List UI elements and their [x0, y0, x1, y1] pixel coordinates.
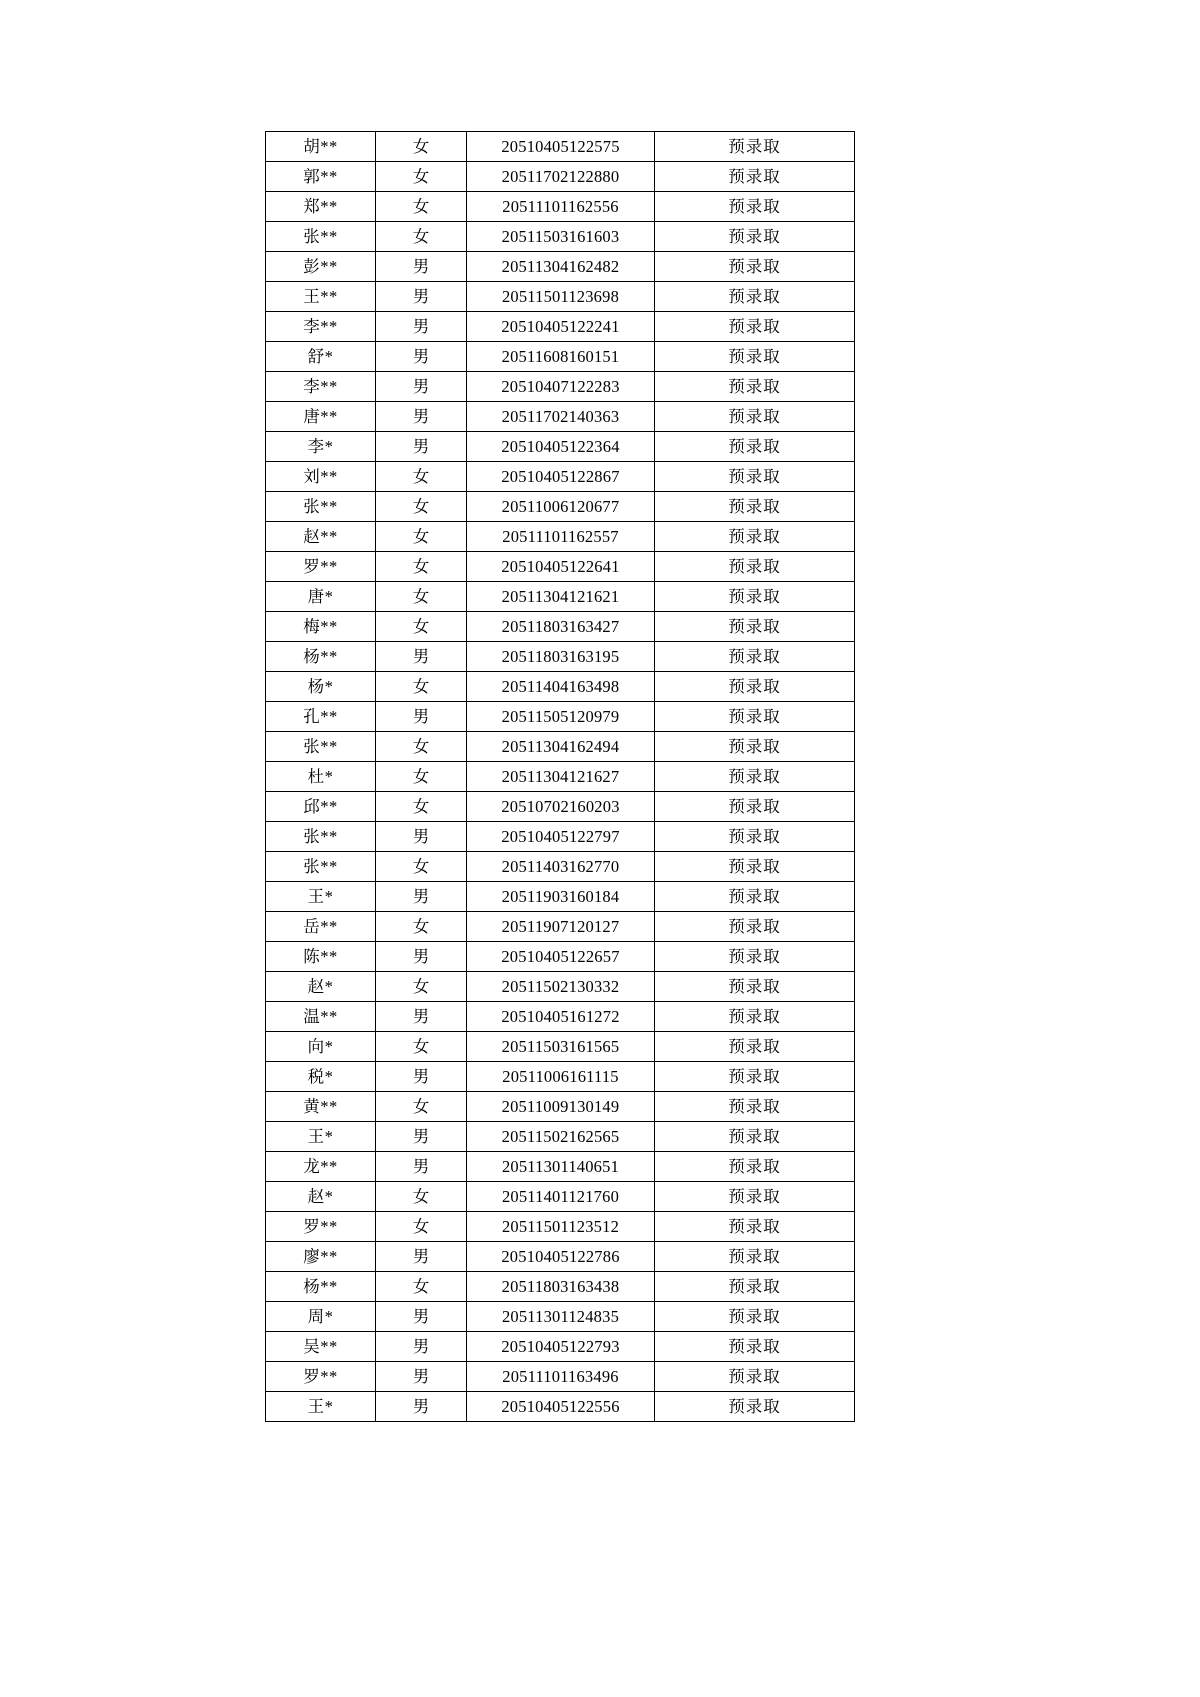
table-row: [266, 402, 855, 432]
table-row: [266, 132, 855, 162]
table-row: [266, 192, 855, 222]
table-row: [266, 432, 855, 462]
candidate-name: 唐*: [266, 582, 376, 612]
candidate-sex: 女: [376, 612, 467, 642]
candidate-name: 张**: [266, 822, 376, 852]
candidate-name: 胡**: [266, 132, 376, 162]
candidate-status: 预录取: [655, 972, 855, 1002]
table-row: [266, 1242, 855, 1272]
candidate-status: 预录取: [655, 192, 855, 222]
candidate-sex: 男: [376, 1242, 467, 1272]
candidate-id: 20510405122364: [467, 432, 655, 462]
candidate-id: 20511006120677: [467, 492, 655, 522]
candidate-status: 预录取: [655, 1032, 855, 1062]
candidate-id: 20511101162557: [467, 522, 655, 552]
candidate-id: 20511503161603: [467, 222, 655, 252]
candidate-status: 预录取: [655, 252, 855, 282]
candidate-sex: 男: [376, 1122, 467, 1152]
candidate-sex: 女: [376, 1032, 467, 1062]
candidate-id: 20510405122641: [467, 552, 655, 582]
candidate-id: 20511501123512: [467, 1212, 655, 1242]
candidate-sex: 男: [376, 1332, 467, 1362]
table-row: [266, 552, 855, 582]
candidate-status: 预录取: [655, 1212, 855, 1242]
table-row: [266, 882, 855, 912]
candidate-sex: 男: [376, 402, 467, 432]
candidate-name: 岳**: [266, 912, 376, 942]
candidate-sex: 女: [376, 162, 467, 192]
roster-table-body: [266, 132, 855, 1422]
candidate-id: 20511702122880: [467, 162, 655, 192]
table-row: [266, 1332, 855, 1362]
candidate-status: 预录取: [655, 852, 855, 882]
table-row: [266, 1122, 855, 1152]
candidate-sex: 男: [376, 1002, 467, 1032]
candidate-id: 20511403162770: [467, 852, 655, 882]
candidate-id: 20511304121627: [467, 762, 655, 792]
candidate-id: 20511009130149: [467, 1092, 655, 1122]
candidate-id: 20511803163195: [467, 642, 655, 672]
candidate-name: 李**: [266, 372, 376, 402]
candidate-name: 张**: [266, 492, 376, 522]
table-row: [266, 612, 855, 642]
candidate-name: 杨*: [266, 672, 376, 702]
candidate-id: 20510405122556: [467, 1392, 655, 1422]
candidate-sex: 女: [376, 492, 467, 522]
candidate-status: 预录取: [655, 882, 855, 912]
candidate-id: 20511006161115: [467, 1062, 655, 1092]
table-row: [266, 702, 855, 732]
candidate-status: 预录取: [655, 1302, 855, 1332]
candidate-id: 20511803163438: [467, 1272, 655, 1302]
candidate-sex: 男: [376, 252, 467, 282]
candidate-id: 20511608160151: [467, 342, 655, 372]
candidate-name: 赵**: [266, 522, 376, 552]
candidate-status: 预录取: [655, 642, 855, 672]
candidate-name: 罗**: [266, 1212, 376, 1242]
candidate-name: 杨**: [266, 1272, 376, 1302]
candidate-sex: 女: [376, 732, 467, 762]
table-row: [266, 1302, 855, 1332]
candidate-sex: 女: [376, 852, 467, 882]
candidate-status: 预录取: [655, 522, 855, 552]
candidate-id: 20511907120127: [467, 912, 655, 942]
candidate-name: 王*: [266, 1122, 376, 1152]
candidate-status: 预录取: [655, 702, 855, 732]
candidate-status: 预录取: [655, 672, 855, 702]
candidate-status: 预录取: [655, 762, 855, 792]
table-row: [266, 222, 855, 252]
table-row: [266, 372, 855, 402]
candidate-id: 20511502162565: [467, 1122, 655, 1152]
candidate-sex: 女: [376, 222, 467, 252]
candidate-id: 20510405122575: [467, 132, 655, 162]
candidate-sex: 男: [376, 942, 467, 972]
candidate-id: 20511304162482: [467, 252, 655, 282]
candidate-status: 预录取: [655, 1122, 855, 1152]
candidate-id: 20510407122283: [467, 372, 655, 402]
candidate-name: 温**: [266, 1002, 376, 1032]
candidate-status: 预录取: [655, 132, 855, 162]
candidate-id: 20510405122867: [467, 462, 655, 492]
candidate-sex: 女: [376, 1092, 467, 1122]
candidate-status: 预录取: [655, 492, 855, 522]
candidate-id: 20511501123698: [467, 282, 655, 312]
candidate-id: 20510405122793: [467, 1332, 655, 1362]
candidate-sex: 男: [376, 432, 467, 462]
candidate-status: 预录取: [655, 552, 855, 582]
candidate-name: 黄**: [266, 1092, 376, 1122]
candidate-name: 周*: [266, 1302, 376, 1332]
table-row: [266, 822, 855, 852]
candidate-status: 预录取: [655, 612, 855, 642]
candidate-id: 20511304121621: [467, 582, 655, 612]
candidate-name: 孔**: [266, 702, 376, 732]
candidate-status: 预录取: [655, 162, 855, 192]
candidate-status: 预录取: [655, 1242, 855, 1272]
candidate-status: 预录取: [655, 582, 855, 612]
candidate-status: 预录取: [655, 1362, 855, 1392]
table-row: [266, 252, 855, 282]
candidate-status: 预录取: [655, 1152, 855, 1182]
candidate-id: 20511101163496: [467, 1362, 655, 1392]
candidate-sex: 女: [376, 552, 467, 582]
table-row: [266, 1362, 855, 1392]
candidate-id: 20511304162494: [467, 732, 655, 762]
candidate-name: 陈**: [266, 942, 376, 972]
candidate-name: 李*: [266, 432, 376, 462]
candidate-name: 税*: [266, 1062, 376, 1092]
candidate-sex: 男: [376, 822, 467, 852]
table-row: [266, 1212, 855, 1242]
candidate-name: 杨**: [266, 642, 376, 672]
candidate-status: 预录取: [655, 342, 855, 372]
candidate-id: 20510702160203: [467, 792, 655, 822]
table-row: [266, 462, 855, 492]
table-row: [266, 522, 855, 552]
candidate-sex: 男: [376, 882, 467, 912]
candidate-status: 预录取: [655, 942, 855, 972]
table-row: [266, 1032, 855, 1062]
candidate-name: 梅**: [266, 612, 376, 642]
candidate-id: 20511101162556: [467, 192, 655, 222]
candidate-status: 预录取: [655, 1002, 855, 1032]
table-row: [266, 1002, 855, 1032]
table-row: [266, 582, 855, 612]
candidate-sex: 女: [376, 1272, 467, 1302]
candidate-status: 预录取: [655, 402, 855, 432]
candidate-status: 预录取: [655, 1392, 855, 1422]
candidate-id: 20510405122657: [467, 942, 655, 972]
candidate-name: 赵*: [266, 1182, 376, 1212]
table-row: [266, 642, 855, 672]
table-row: [266, 492, 855, 522]
table-row: [266, 1392, 855, 1422]
candidate-status: 预录取: [655, 792, 855, 822]
candidate-id: 20511404163498: [467, 672, 655, 702]
candidate-name: 彭**: [266, 252, 376, 282]
candidate-id: 20510405122786: [467, 1242, 655, 1272]
candidate-sex: 男: [376, 1392, 467, 1422]
candidate-name: 廖**: [266, 1242, 376, 1272]
candidate-name: 向*: [266, 1032, 376, 1062]
candidate-sex: 女: [376, 1182, 467, 1212]
candidate-name: 赵*: [266, 972, 376, 1002]
candidate-id: 20511502130332: [467, 972, 655, 1002]
candidate-sex: 女: [376, 1212, 467, 1242]
candidate-status: 预录取: [655, 372, 855, 402]
candidate-name: 郭**: [266, 162, 376, 192]
candidate-status: 预录取: [655, 1272, 855, 1302]
candidate-sex: 男: [376, 1302, 467, 1332]
candidate-sex: 男: [376, 1062, 467, 1092]
candidate-sex: 男: [376, 372, 467, 402]
candidate-name: 王*: [266, 882, 376, 912]
candidate-status: 预录取: [655, 1332, 855, 1362]
table-row: [266, 282, 855, 312]
table-row: [266, 912, 855, 942]
table-row: [266, 732, 855, 762]
candidate-name: 罗**: [266, 552, 376, 582]
candidate-id: 20511503161565: [467, 1032, 655, 1062]
table-row: [266, 852, 855, 882]
candidate-sex: 男: [376, 312, 467, 342]
candidate-sex: 男: [376, 282, 467, 312]
candidate-status: 预录取: [655, 912, 855, 942]
table-row: [266, 762, 855, 792]
table-row: [266, 1182, 855, 1212]
candidate-sex: 女: [376, 192, 467, 222]
candidate-sex: 女: [376, 792, 467, 822]
candidate-status: 预录取: [655, 282, 855, 312]
candidate-id: 20511301124835: [467, 1302, 655, 1332]
candidate-name: 郑**: [266, 192, 376, 222]
candidate-name: 龙**: [266, 1152, 376, 1182]
candidate-name: 刘**: [266, 462, 376, 492]
candidate-name: 杜*: [266, 762, 376, 792]
candidate-name: 唐**: [266, 402, 376, 432]
candidate-sex: 男: [376, 342, 467, 372]
candidate-status: 预录取: [655, 462, 855, 492]
candidate-status: 预录取: [655, 312, 855, 342]
candidate-sex: 女: [376, 522, 467, 552]
roster-table: [265, 131, 855, 1422]
candidate-name: 张**: [266, 732, 376, 762]
candidate-sex: 女: [376, 972, 467, 1002]
candidate-sex: 男: [376, 1152, 467, 1182]
candidate-id: 20511301140651: [467, 1152, 655, 1182]
candidate-id: 20511903160184: [467, 882, 655, 912]
table-row: [266, 312, 855, 342]
candidate-sex: 女: [376, 672, 467, 702]
candidate-sex: 女: [376, 582, 467, 612]
table-row: [266, 1152, 855, 1182]
candidate-sex: 女: [376, 762, 467, 792]
table-row: [266, 342, 855, 372]
table-row: [266, 1062, 855, 1092]
candidate-sex: 女: [376, 132, 467, 162]
candidate-status: 预录取: [655, 822, 855, 852]
candidate-name: 王**: [266, 282, 376, 312]
candidate-status: 预录取: [655, 732, 855, 762]
candidate-id: 20511702140363: [467, 402, 655, 432]
candidate-status: 预录取: [655, 1062, 855, 1092]
candidate-id: 20510405161272: [467, 1002, 655, 1032]
candidate-name: 李**: [266, 312, 376, 342]
candidate-sex: 男: [376, 702, 467, 732]
candidate-id: 20511505120979: [467, 702, 655, 732]
table-row: [266, 972, 855, 1002]
candidate-sex: 女: [376, 912, 467, 942]
table-row: [266, 792, 855, 822]
table-row: [266, 672, 855, 702]
candidate-name: 张**: [266, 852, 376, 882]
candidate-name: 邱**: [266, 792, 376, 822]
candidate-status: 预录取: [655, 432, 855, 462]
candidate-id: 20511401121760: [467, 1182, 655, 1212]
candidate-name: 吴**: [266, 1332, 376, 1362]
candidate-status: 预录取: [655, 1182, 855, 1212]
candidate-name: 罗**: [266, 1362, 376, 1392]
candidate-id: 20510405122797: [467, 822, 655, 852]
table-row: [266, 1272, 855, 1302]
table-row: [266, 162, 855, 192]
candidate-status: 预录取: [655, 1092, 855, 1122]
candidate-id: 20511803163427: [467, 612, 655, 642]
table-row: [266, 942, 855, 972]
candidate-sex: 女: [376, 462, 467, 492]
candidate-sex: 男: [376, 642, 467, 672]
candidate-status: 预录取: [655, 222, 855, 252]
roster-table-container: [265, 131, 854, 1422]
candidate-name: 王*: [266, 1392, 376, 1422]
table-row: [266, 1092, 855, 1122]
candidate-sex: 男: [376, 1362, 467, 1392]
candidate-name: 舒*: [266, 342, 376, 372]
candidate-name: 张**: [266, 222, 376, 252]
candidate-id: 20510405122241: [467, 312, 655, 342]
